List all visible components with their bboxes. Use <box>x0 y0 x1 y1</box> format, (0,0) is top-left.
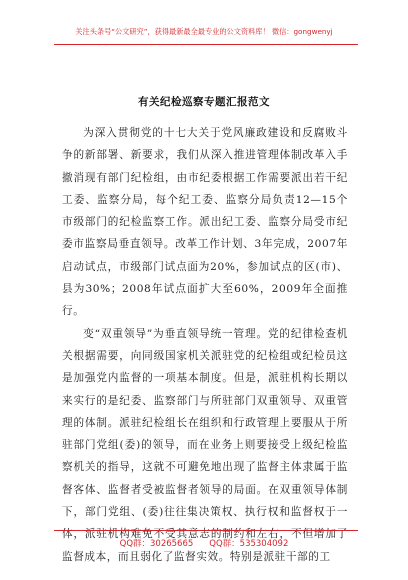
footer-qq-group-1: QQ群：30265665 <box>119 539 194 549</box>
document-title: 有关纪检巡察专题汇报范文 <box>138 96 270 108</box>
body-paragraph-1: 为深入贯彻党的十七大关于党风廉政建设和反腐败斗争的新部署、新要求，我们从深入推进管理体制改革入手撤消现有部门纪检组，由市纪委根据工作需要派出若干纪工委、监察分局，每个纪工委、监察分局负责12—15个市级部门的纪检监察工作。派出纪工委、监察分局受市纪委市监察局垂直领导。改革工作计划、3年完成，2007年启动试点，市级部门试点面为20%，参加试点的区(市)、县为30%；2008年试点面扩大至60%，2009年全面推行。 <box>62 127 348 318</box>
footer-divider <box>54 530 358 531</box>
header-divider <box>54 44 358 45</box>
body-paragraph-2: 变“双重领导”为垂直领导统一管理。党的纪律检查机关根据需要，向同级国家机关派驻党的纪检组或纪检员这是加强党内监督的一项基本制度。但是，派驻机构长期以来实行的是纪委、监察部门与所驻部门双重领导、双重管理的体制。派驻纪检组长在组织和行政管理上要服从于所驻部门党组(委)的领导，而在业务上则要接受上级纪检监察机关的指导，这就不可避免地出现了监督主体隶属于监督客体、监督者受被监督者领导的局面。在双重领导体制下，部门党组、(委)往往集决策权、执行权和监督权于一体，派驻机构难免不受其意志的制约和左右，不但增加了监督成本，而且弱化了监督实效。特别是派驻干部的工 <box>62 327 348 563</box>
header-banner: 关注头条号“公文研究”，获得最新最全最专业的公文资料库！ 微信：gongwenyj <box>75 27 333 36</box>
document-body <box>62 122 348 568</box>
footer-qq-group-2: QQ群：535304092 <box>209 539 289 549</box>
footer-contact <box>0 537 408 549</box>
